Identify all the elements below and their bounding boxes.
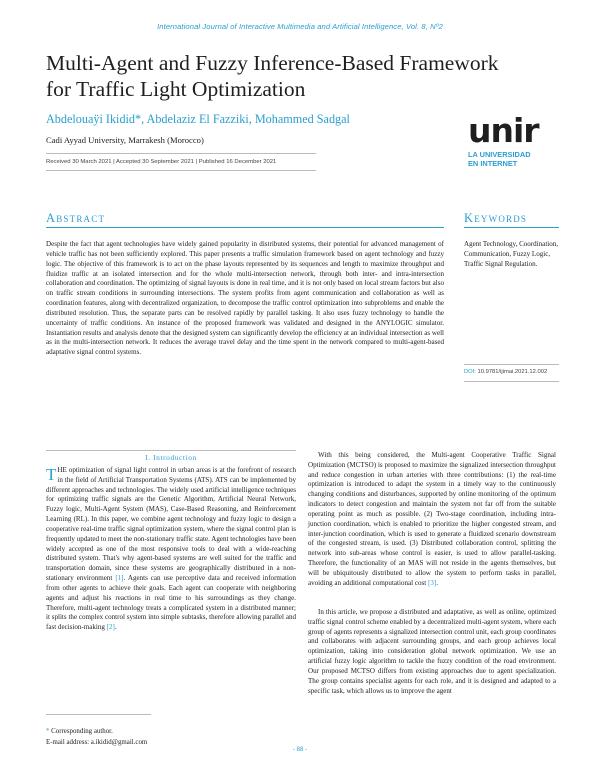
- intro-text-2: . Agents can use perceptive data and received information from other agents to achieve their goals. Each agent can cooperate with neighboring agents and adjust his reactions in real time to his surroundings as they change. Therefore, multi-agent technology treats a complicated system in a distributed manner; it splits the complex control system into simple subtasks, therefore allowing parallel and fast decision-making: [46, 574, 296, 632]
- right-paragraph-2: In this article, we propose a distributed and adaptative, as well as online, optimized traffic signal control scheme enabled by a decentralized multi-agent system, where each group of agents represents a signalized intersection control unit, each group coordinates and collaborates with adjacent surrounding groups, and each group achieves local optimization, taking into consideration global network optimization. We use an artificial fuzzy logic algorithm to tackle the fuzzy condition of the road environment. Our proposed MCTSO differs from existing approaches due to agent specialization. The group contains specialist agents for each role, and it is designed and adapted to a specific task, which allows us to improve the agent: [308, 608, 556, 695]
- intro-rule: [46, 450, 296, 451]
- keywords-heading: Keywords: [464, 211, 528, 225]
- paper-title: Multi-Agent and Fuzzy Inference-Based Framework for Traffic Light Optimization: [46, 51, 499, 101]
- footnote-star: *: [46, 728, 50, 735]
- doi-rule-bottom: [464, 381, 559, 382]
- abstract-rule: [46, 227, 444, 228]
- divider: [46, 170, 316, 171]
- intro-first-word: HE: [57, 466, 67, 474]
- doi-label: DOI:: [464, 369, 476, 375]
- footnote-rule: [46, 714, 151, 715]
- citation-link[interactable]: [1]: [115, 574, 124, 583]
- authors: Abdelouaÿi Ikidid*, Abdelaziz El Fazziki, Mohammed Sadgal: [46, 112, 350, 126]
- footnote-label: Corresponding author.: [49, 728, 113, 735]
- footnote: [46, 726, 147, 748]
- citation-link[interactable]: [2]: [106, 623, 115, 632]
- intro-paragraph: [46, 466, 296, 633]
- intro-text-3: .: [114, 623, 117, 632]
- logo-tagline-2: EN INTERNET: [468, 159, 518, 168]
- keywords-body: Agent Technology, Coordination, Communication, Fuzzy Logic, Traffic Signal Regulation.: [464, 240, 559, 268]
- publication-dates: Received 30 March 2021 | Accepted 30 September 2021 | Published 16 December 2021: [46, 159, 277, 165]
- doi: [464, 369, 547, 375]
- right-text-1b: .: [436, 578, 438, 587]
- divider: [46, 153, 316, 154]
- affiliation: Cadi Ayyad University, Marrakesh (Morocco): [46, 135, 204, 145]
- abstract-heading: Abstract: [46, 211, 106, 225]
- doi-value[interactable]: 10.9781/ijimai.2021.12.002: [477, 369, 548, 375]
- page-number: - 88 -: [292, 746, 308, 753]
- citation-link[interactable]: [3]: [427, 578, 437, 587]
- footnote-email: E-mail address: a.ikidid@gmail.com: [46, 739, 148, 746]
- logo-tagline-1: LA UNIVERSIDAD: [468, 150, 531, 159]
- logo-wordmark: unir: [468, 111, 539, 150]
- right-text-1: With this being considered, the Multi-agent Cooperative Traffic Signal Optimization (MCTSO) is proposed to maximize the signalized intersection throughput and reduce congestion in urban arteries with three contributions: (1) the real-time optimization is introduced to adapt the system in a timely way to the continuously changing conditions and disturbances, supported by online monitoring of the optimum indicators to detect congestion and maintain the system not far off from the suitable operating point as much as possible. (2) Two-stage coordination, including intra-junction coordination, which is enabled to prioritize the higher congested stream, and inter-junction coordination, which is used to generate a fluidized scenario downstream of the congested stream, is used. (3) Distributed collaboration control, splitting the network into sub-areas whose control is easier, is used to allow parallel-tasking. Therefore, the functionality of an MAS will not reside in the agents themselves, but will be ubiquitously distributed to allow the system to perform tasks in parallel, avoiding an additional computational cost: [308, 451, 556, 587]
- intro-text-1: optimization of signal light control in urban areas is at the forefront of research in the field of Artificial Transportation Systems (ATS). ATS can be implemented by different approaches and technologies. The widely used artificial intelligence techniques for optimizing traffic signals are the Genetic Algorithm, Artificial Neural Network, Fuzzy logic, Multi-Agent System (MAS), Case-Based Reasoning, and Reinforcement Learning (RL). In this paper, we combine agent technology and fuzzy logic to design a cooperative real-time traffic signal optimization system, where the signal control plan is frequently updated to meet the non-stationary traffic state. Agent technologies have been widely accepted as one of the most responsive tools to deal with a wide-reaching distributed system. That's why agent-based systems are well suited for the traffic and transportation domain, since these systems are geographically distributed in a non-stationary environment: [46, 466, 296, 583]
- drop-cap: T: [46, 465, 57, 484]
- introduction-heading: I. Introduction: [145, 453, 197, 462]
- journal-header: International Journal of Interactive Multimedia and Artificial Intelligence, Vol. 8, Nº2: [157, 22, 443, 31]
- right-paragraph-1: [308, 451, 556, 589]
- abstract-body: Despite the fact that agent technologies have widely gained popularity in distributed systems, their potential for advanced management of vehicle traffic has not been sufficiently explored. This paper presents a traffic simulation framework based on agent technology and fuzzy logic. The objective of this framework is to act on the phase layouts represented by its sequences and length to maximize throughput and fluidize traffic at an isolated intersection and for the whole multi-intersection network, through both inter- and intra-intersection collaboration and coordination. The optimizing of signal layouts is done in real time, and it is not only based on local stream factors but also on traffic stream conditions in surrounding intersections. The system profits from agent communication and collaboration as well as coordination features, along with decentralized organization, to decompose the traffic control optimization into subproblems and enable the distributed resolution. Thus, the separate parts can be resolved rapidly by parallel tasking. It also uses fuzzy technology to handle the uncertainty of traffic conditions. An instance of the proposed framework was validated and designed in the ANYLOGIC simulator. Instantiation results and analysis denote that the designed system can significantly develop the efficiency at an individual intersection as well as in the multi-intersection network. It reduces the average travel delay and the time spent in the network compared to multi-agent-based adaptative signal control systems.: [46, 240, 444, 357]
- unir-logo: [468, 111, 563, 168]
- keywords-rule: [464, 227, 559, 228]
- doi-rule: [464, 364, 559, 365]
